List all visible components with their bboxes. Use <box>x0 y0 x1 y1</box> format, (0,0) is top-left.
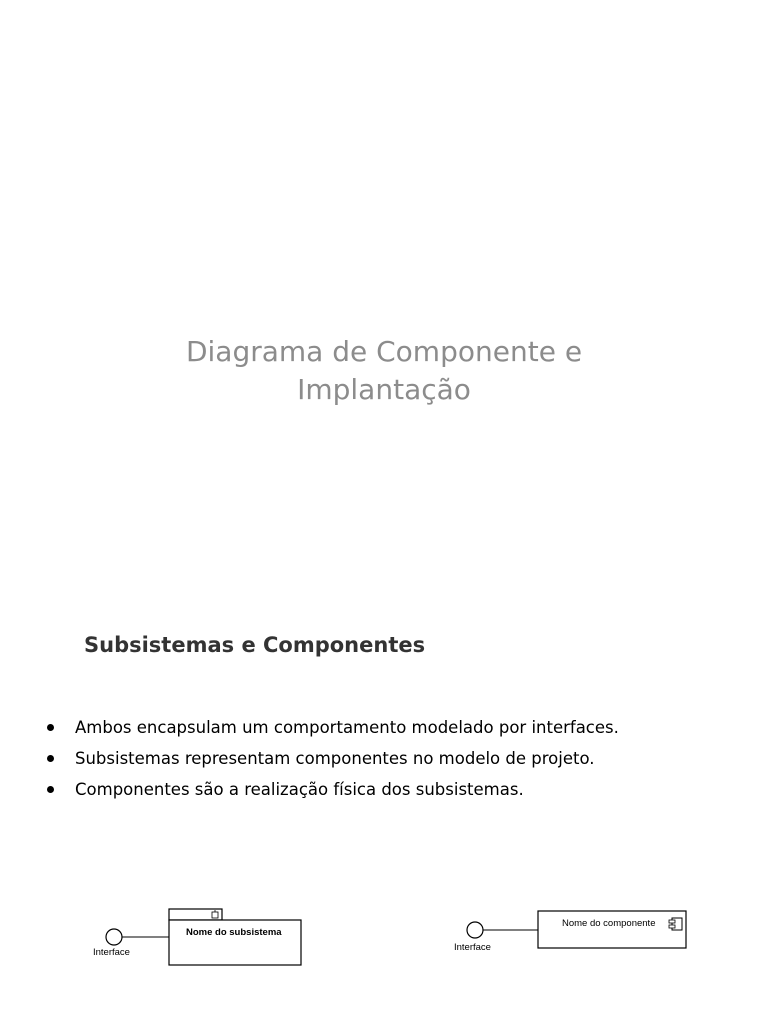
subsystem-name: Nome do subsistema <box>186 927 282 938</box>
bullet-text: Ambos encapsulam um comportamento modelado por interfaces. <box>75 718 619 737</box>
subsystem-diagram <box>93 909 301 965</box>
slide-title-line-1: Diagrama de Componente e <box>185 335 583 368</box>
component-interface-label: Interface <box>454 942 491 953</box>
slide-title-line-2: Implantação <box>297 373 471 406</box>
component-name: Nome do componente <box>562 918 656 929</box>
bullet-text: Subsistemas representam componentes no modelo de projeto. <box>75 749 595 768</box>
component-box <box>538 911 686 948</box>
component-diagram <box>454 911 686 953</box>
bullet-text: Componentes são a realização física dos subsistemas. <box>75 780 524 799</box>
subsystem-interface-label: Interface <box>93 947 130 958</box>
section-heading: Subsistemas e Componentes <box>84 633 426 657</box>
interface-lollipop-icon <box>106 929 122 945</box>
interface-lollipop-icon <box>467 922 483 938</box>
